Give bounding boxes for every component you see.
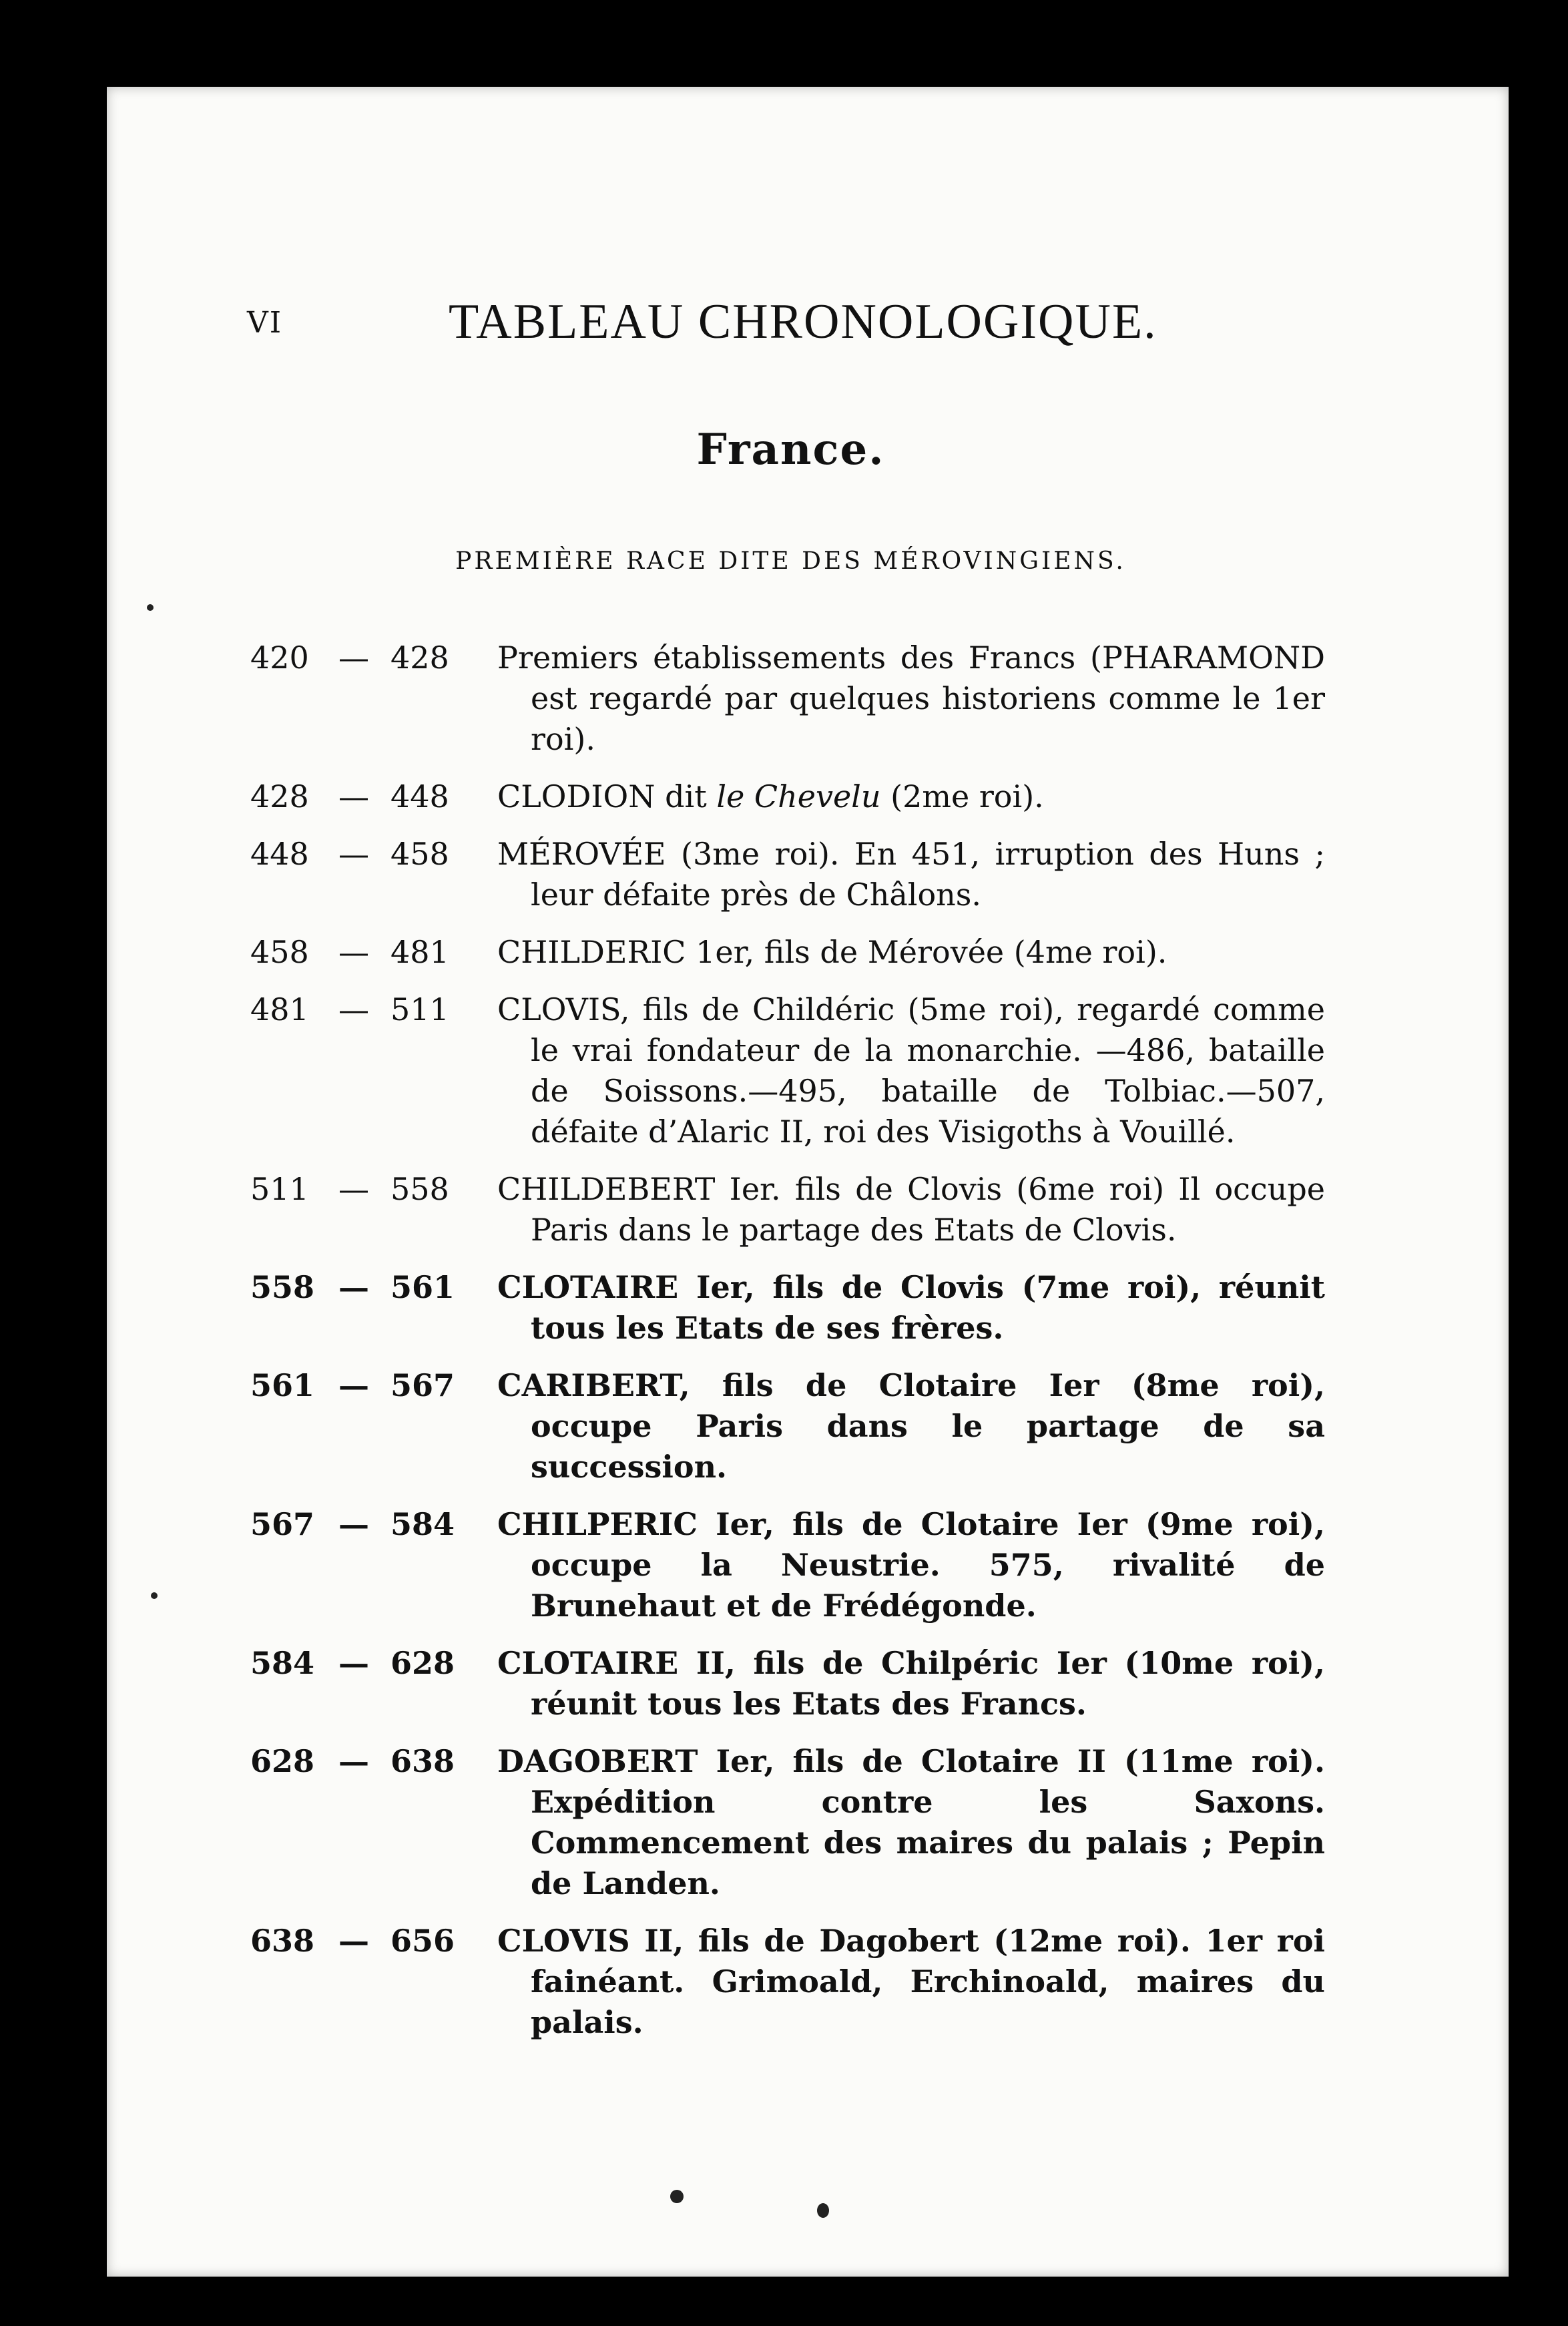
- page-number: VI: [247, 306, 283, 340]
- range-dash: —: [338, 934, 369, 970]
- year-from: 584: [250, 1645, 315, 1681]
- entry-text: CHILPERIC Ier, fils de Clotaire Ier (9me roi), occupe la Neustrie. 575, rivalité de Brunehaut et de Frédégonde.: [497, 1506, 1325, 1624]
- year-to: 428: [390, 640, 449, 676]
- scan-speck: [817, 2203, 829, 2218]
- year-from: 481: [250, 991, 309, 1027]
- year-to: 481: [390, 934, 449, 970]
- entry-text: [497, 776, 1325, 817]
- date-range: [250, 1921, 497, 1961]
- chronology-entry: [250, 1643, 1325, 1724]
- date-range: [250, 1365, 497, 1406]
- year-from: 448: [250, 836, 309, 872]
- chronology-entry: [250, 989, 1325, 1152]
- entry-text-italic: le Chevelu: [716, 778, 881, 815]
- year-from: 511: [250, 1171, 309, 1207]
- year-to: 558: [390, 1171, 449, 1207]
- section-title: France.: [696, 425, 885, 475]
- year-from: 420: [250, 640, 309, 676]
- date-range: [250, 1504, 497, 1545]
- range-dash: —: [338, 778, 369, 815]
- year-to: 561: [390, 1269, 455, 1305]
- year-to: 638: [390, 1743, 455, 1779]
- chronology-entry: [250, 1504, 1325, 1626]
- year-from: 638: [250, 1923, 315, 1959]
- year-from: 558: [250, 1269, 315, 1305]
- entry-text: CLOVIS II, fils de Dagobert (12me roi). 1er roi fainéant. Grimoald, Erchinoald, maires du palais.: [497, 1923, 1325, 2040]
- entry-text: DAGOBERT Ier, fils de Clotaire II (11me roi). Expédition contre les Saxons. Commencement des maires du palais ; Pepin de Landen.: [497, 1743, 1325, 1901]
- range-dash: —: [338, 991, 369, 1027]
- range-dash: —: [338, 836, 369, 872]
- entry-text: CLOTAIRE Ier, fils de Clovis (7me roi), réunit tous les Etats de ses frères.: [497, 1269, 1325, 1346]
- chronology-entry: [250, 638, 1325, 760]
- range-dash: —: [338, 1923, 369, 1959]
- entry-text-post: (2me roi).: [880, 778, 1044, 815]
- entry-text: MÉROVÉE (3me roi). En 451, irruption des Huns ; leur défaite près de Châlons.: [497, 836, 1325, 913]
- scan-speck: [670, 2190, 684, 2203]
- chronology-entry: [250, 1169, 1325, 1250]
- date-range: [250, 932, 497, 973]
- year-from: 428: [250, 778, 309, 815]
- year-to: 448: [390, 778, 449, 815]
- chronology-entry: [250, 1921, 1325, 2043]
- chronology-entry: [250, 1741, 1325, 1904]
- year-to: 458: [390, 836, 449, 872]
- range-dash: —: [338, 1506, 369, 1542]
- chronology-entry: [250, 1267, 1325, 1349]
- scan-speck: [147, 604, 154, 611]
- date-range: [250, 834, 497, 875]
- entry-text: CHILDERIC 1er, fils de Mérovée (4me roi).: [497, 934, 1167, 970]
- entry-text: CLOVIS, fils de Childéric (5me roi), regardé comme le vrai fondateur de la monarchie. —486, bataille de Soissons.—495, bataille de Tolbiac.—507, défaite d’Alaric II, roi des Visigoths à Vouillé.: [497, 991, 1325, 1150]
- year-to: 511: [390, 991, 449, 1027]
- year-from: 458: [250, 934, 309, 970]
- date-range: [250, 989, 497, 1030]
- chronology-entry: [250, 776, 1325, 817]
- year-to: 567: [390, 1367, 455, 1403]
- year-from: 628: [250, 1743, 315, 1779]
- entry-text: CARIBERT, fils de Clotaire Ier (8me roi), occupe Paris dans le partage de sa succession.: [497, 1367, 1325, 1485]
- chronology-entry: [250, 834, 1325, 915]
- chronology-entry: [250, 932, 1325, 973]
- date-range: [250, 638, 497, 678]
- running-head: TABLEAU CHRONOLOGIQUE.: [449, 294, 1157, 349]
- range-dash: —: [338, 1171, 369, 1207]
- date-range: [250, 1169, 497, 1210]
- date-range: [250, 1741, 497, 1782]
- range-dash: —: [338, 1743, 369, 1779]
- entry-text: CHILDEBERT Ier. fils de Clovis (6me roi) Il occupe Paris dans le partage des Etats de Clovis.: [497, 1171, 1325, 1248]
- entry-text: CLOTAIRE II, fils de Chilpéric Ier (10me roi), réunit tous les Etats des Francs.: [497, 1645, 1325, 1722]
- entry-text: Premiers établissements des Francs (PHARAMOND est regardé par quelques historiens comme le 1er roi).: [497, 640, 1325, 757]
- range-dash: —: [338, 640, 369, 676]
- year-from: 561: [250, 1367, 315, 1403]
- range-dash: —: [338, 1367, 369, 1403]
- date-range: [250, 776, 497, 817]
- chronology-list: [250, 638, 1325, 2060]
- entry-text-pre: CLODION dit: [497, 778, 717, 815]
- range-dash: —: [338, 1269, 369, 1305]
- scan-speck: [151, 1592, 158, 1599]
- year-to: 656: [390, 1923, 455, 1959]
- date-range: [250, 1643, 497, 1684]
- subsection-title: PREMIÈRE RACE DITE DES MÉROVINGIENS.: [455, 547, 1126, 575]
- year-from: 567: [250, 1506, 315, 1542]
- year-to: 584: [390, 1506, 455, 1542]
- range-dash: —: [338, 1645, 369, 1681]
- year-to: 628: [390, 1645, 455, 1681]
- date-range: [250, 1267, 497, 1308]
- chronology-entry: [250, 1365, 1325, 1487]
